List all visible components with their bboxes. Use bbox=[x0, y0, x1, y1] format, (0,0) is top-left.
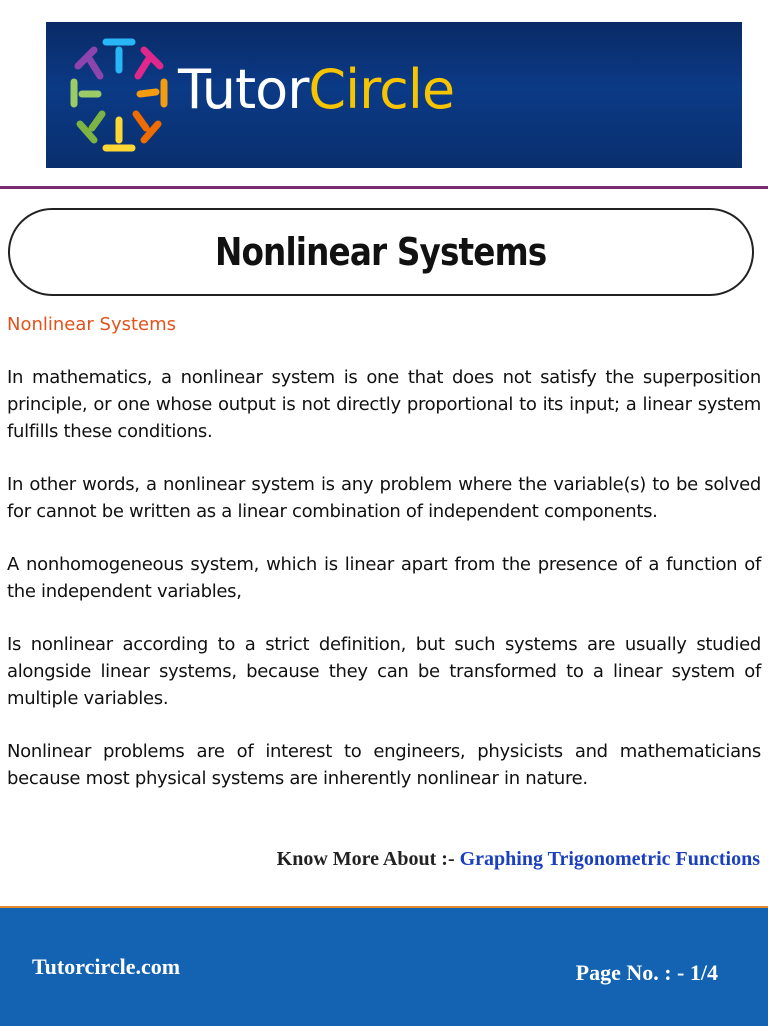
footer-site-name: Tutorcircle.com bbox=[32, 954, 181, 979]
header-banner bbox=[46, 22, 742, 168]
logo-word-tutor: Tutor bbox=[178, 58, 309, 121]
know-more-label: Know More About :- bbox=[276, 848, 460, 870]
title-box bbox=[8, 208, 754, 296]
paragraph: In other words, a nonlinear system is any problem where the variable(s) to be solved for cannot be written as a linear combination of independent components. bbox=[7, 474, 761, 522]
paragraph: Nonlinear problems are of interest to engineers, physicists and mathematicians because most physical systems are inherently nonlinear in nature. bbox=[7, 741, 761, 789]
know-more-line bbox=[277, 848, 760, 871]
know-more-link[interactable]: Graphing Trigonometric Functions bbox=[459, 848, 760, 870]
page-number: Page No. : - 1/4 bbox=[575, 960, 718, 985]
logo-wordmark bbox=[178, 60, 454, 120]
footer-bar bbox=[0, 906, 768, 1026]
logo-word-circle: Circle bbox=[308, 58, 455, 121]
article-body bbox=[7, 312, 761, 818]
section-subheading: Nonlinear Systems bbox=[7, 314, 177, 335]
header-divider bbox=[0, 186, 768, 189]
tutorcircle-logo-icon bbox=[64, 36, 174, 154]
paragraph: Is nonlinear according to a strict definition, but such systems are usually studied alongside linear systems, because they can be transformed to a linear system of multiple variables. bbox=[7, 634, 761, 709]
paragraph: In mathematics, a nonlinear system is one that does not satisfy the superposition principle, or one whose output is not directly proportional to its input; a linear system fulfills these conditions. bbox=[7, 367, 761, 442]
paragraph: A nonhomogeneous system, which is linear apart from the presence of a function of the independent variables, bbox=[7, 554, 761, 602]
page-title: Nonlinear Systems bbox=[215, 230, 547, 274]
